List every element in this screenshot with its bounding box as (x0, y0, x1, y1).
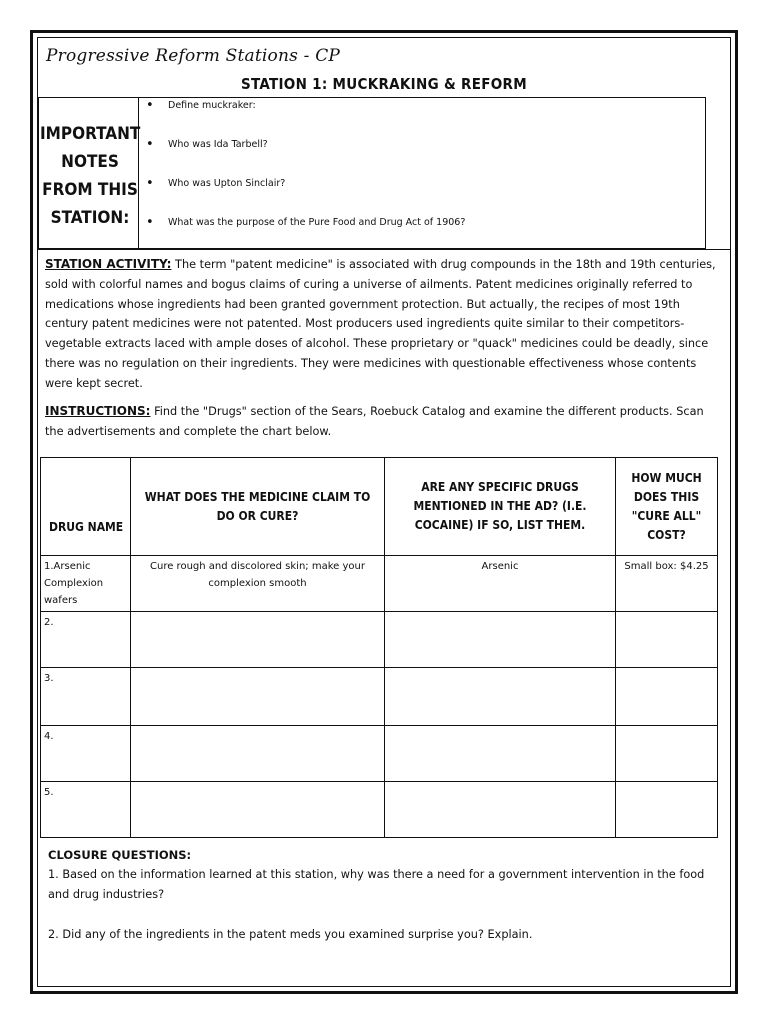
cell-drug-name[interactable]: 4. (41, 726, 131, 782)
cell-claim[interactable] (131, 668, 385, 726)
instructions-text: Find the "Drugs" section of the Sears, Roebuck Catalog and examine the different products. Scan the advertisements and complete the chart below. (45, 405, 704, 438)
column-header-drug-name: DRUG NAME (41, 458, 131, 556)
table-row (41, 726, 718, 782)
station-heading: STATION 1: MUCKRAKING & REFORM (241, 75, 527, 93)
cell-cost[interactable] (616, 612, 718, 668)
column-header-claim: WHAT DOES THE MEDICINE CLAIM TO DO OR CURE? (131, 458, 385, 556)
cell-specific-drugs[interactable] (385, 726, 616, 782)
notes-label-line: IMPORTANT (40, 124, 141, 144)
worksheet-title: Progressive Reform Stations - CP (46, 46, 341, 66)
table-row (41, 556, 718, 612)
cell-specific-drugs[interactable] (385, 612, 616, 668)
table-row (41, 782, 718, 838)
note-question: • Who was Upton Sinclair? (146, 178, 465, 217)
cell-specific-drugs[interactable] (385, 668, 616, 726)
cell-cost[interactable]: Small box: $4.25 (616, 556, 718, 612)
cell-cost[interactable] (616, 668, 718, 726)
station-activity-label: STATION ACTIVITY: (45, 257, 172, 271)
cell-drug-name[interactable]: 2. (41, 612, 131, 668)
notes-label (40, 120, 140, 232)
cell-claim[interactable] (131, 612, 385, 668)
notes-label-line: NOTES (61, 152, 119, 172)
cell-cost[interactable] (616, 726, 718, 782)
closure-question-1: 1. Based on the information learned at this station, why was there a need for a government intervention in the food and drug industries? (48, 868, 705, 901)
section-divider (38, 249, 730, 250)
notes-question-list (146, 100, 465, 256)
notes-label-line: FROM THIS (42, 180, 138, 200)
cell-claim[interactable] (131, 782, 385, 838)
cell-drug-name[interactable]: 1.Arsenic Complexion wafers (41, 556, 131, 612)
instructions-label: INSTRUCTIONS: (45, 404, 151, 418)
closure-title: CLOSURE QUESTIONS: (48, 848, 192, 862)
cell-cost[interactable] (616, 782, 718, 838)
closure-questions (48, 845, 720, 945)
note-question: • Define muckraker: (146, 100, 465, 139)
column-header-specific-drugs: ARE ANY SPECIFIC DRUGS MENTIONED IN THE AD? (I.E. COCAINE) IF SO, LIST THEM. (385, 458, 616, 556)
cell-drug-name[interactable]: 3. (41, 668, 131, 726)
table-row (41, 612, 718, 668)
note-question: • Who was Ida Tarbell? (146, 139, 465, 178)
cell-claim[interactable] (131, 726, 385, 782)
cell-specific-drugs[interactable] (385, 782, 616, 838)
cell-specific-drugs[interactable]: Arsenic (385, 556, 616, 612)
table-row (41, 668, 718, 726)
instructions (45, 402, 720, 442)
cell-claim[interactable]: Cure rough and discolored skin; make your complexion smooth (131, 556, 385, 612)
column-header-cost: HOW MUCH DOES THIS "CURE ALL" COST? (616, 458, 718, 556)
station-activity (45, 255, 720, 394)
closure-question-2: 2. Did any of the ingredients in the patent meds you examined surprise you? Explain. (48, 928, 533, 941)
cell-drug-name[interactable]: 5. (41, 782, 131, 838)
note-question: • What was the purpose of the Pure Food and Drug Act of 1906? (146, 217, 465, 256)
drug-chart (40, 457, 718, 838)
station-activity-text: The term "patent medicine" is associated with drug compounds in the 18th and 19th centuries, sold with colorful names and bogus claims of curing a universe of ailments. Patent medicines originally referred to medications whose ingredients had been granted government protection. But actually, the recipes of most 19th century patent medicines were not patented. Most producers used ingredients quite similar to their competitors- vegetable extracts laced with ample doses of alcohol. These proprietary or "quack" medicines could be deadly, since there was no regulation on their ingredients. They were medicines with questionable effectiveness whose contents were kept secret. (45, 258, 716, 390)
notes-label-line: STATION: (50, 208, 130, 228)
